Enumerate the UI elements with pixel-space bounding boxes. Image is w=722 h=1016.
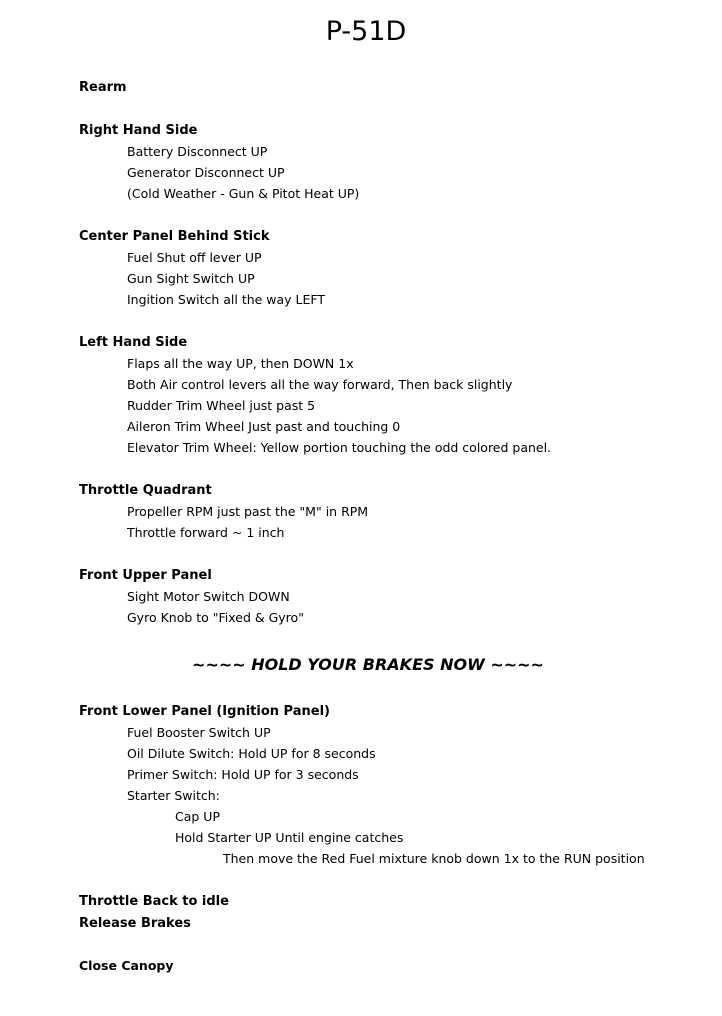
sub-list-item: Hold Starter UP Until engine catches	[175, 830, 404, 845]
list-item: Rudder Trim Wheel just past 5	[127, 398, 316, 413]
front-lower-panel-heading: Front Lower Panel (Ignition Panel)	[79, 704, 330, 719]
throttle-back-heading: Throttle Back to idle	[79, 894, 229, 909]
list-item: Oil Dilute Switch: Hold UP for 8 seconds	[127, 746, 376, 761]
list-item: Both Air control levers all the way forward, Then back slightly	[127, 377, 513, 392]
front-upper-panel-heading: Front Upper Panel	[79, 568, 212, 583]
sub-list-item: Cap UP	[175, 809, 220, 824]
list-item: Fuel Shut off lever UP	[127, 250, 262, 265]
hold-brakes-banner: ~~~~ HOLD YOUR BRAKES NOW ~~~~	[192, 655, 544, 674]
list-item: Ingition Switch all the way LEFT	[127, 292, 326, 307]
list-item: Fuel Booster Switch UP	[127, 725, 271, 740]
release-brakes-heading: Release Brakes	[79, 916, 191, 931]
list-item: Starter Switch:	[127, 788, 220, 803]
list-item: Aileron Trim Wheel Just past and touching 0	[127, 419, 401, 434]
list-item: Throttle forward ~ 1 inch	[127, 525, 285, 540]
list-item: Primer Switch: Hold UP for 3 seconds	[127, 767, 359, 782]
center-panel-heading: Center Panel Behind Stick	[79, 229, 270, 244]
sub-sub-list-item: Then move the Red Fuel mixture knob down 1x to the RUN position	[223, 851, 645, 866]
list-item: Sight Motor Switch DOWN	[127, 589, 290, 604]
close-canopy-heading: Close Canopy	[79, 958, 174, 973]
right-hand-side-heading: Right Hand Side	[79, 123, 198, 138]
list-item: Propeller RPM just past the "M" in RPM	[127, 504, 369, 519]
page-title: P-51D	[325, 16, 407, 47]
list-item: Generator Disconnect UP	[127, 165, 285, 180]
throttle-quadrant-heading: Throttle Quadrant	[79, 483, 212, 498]
list-item: (Cold Weather - Gun & Pitot Heat UP)	[127, 186, 360, 201]
left-hand-side-heading: Left Hand Side	[79, 335, 188, 350]
list-item: Battery Disconnect UP	[127, 144, 268, 159]
rearm-heading: Rearm	[79, 80, 127, 95]
list-item: Flaps all the way UP, then DOWN 1x	[127, 356, 354, 371]
list-item: Gyro Knob to "Fixed & Gyro"	[127, 610, 304, 625]
list-item: Gun Sight Switch UP	[127, 271, 255, 286]
list-item: Elevator Trim Wheel: Yellow portion touching the odd colored panel.	[127, 440, 552, 455]
